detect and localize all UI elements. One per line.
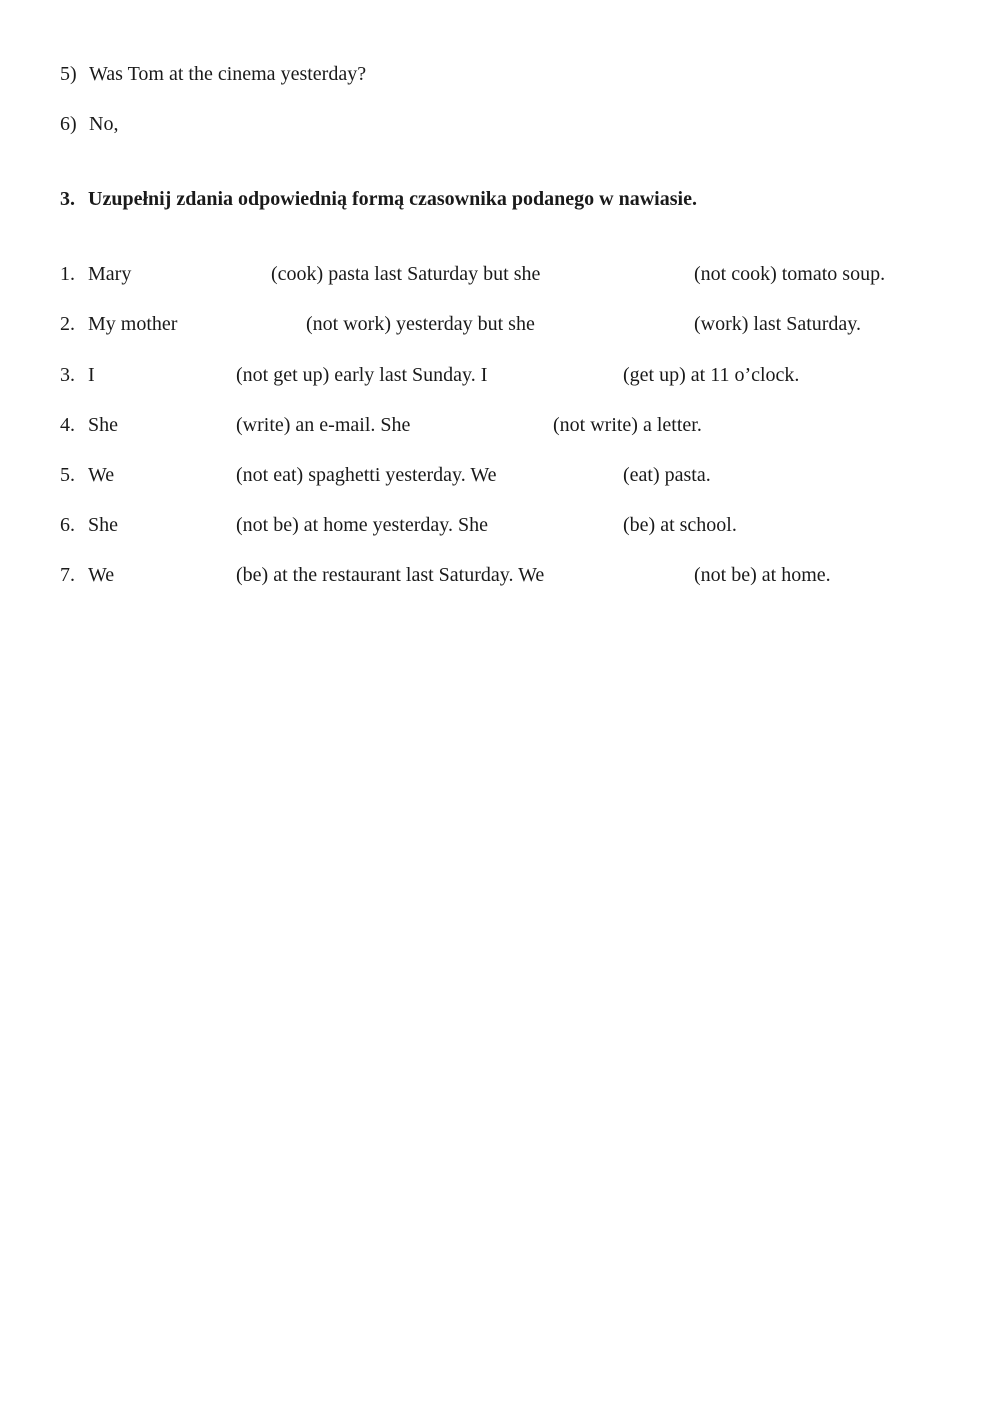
item-end: (be) at school. <box>623 514 737 536</box>
item-number: 6. <box>60 514 75 536</box>
item-subject: She <box>88 414 118 436</box>
question-text: No, <box>89 113 119 135</box>
item-number: 2. <box>60 313 75 335</box>
item-end: (eat) pasta. <box>623 464 711 486</box>
exercise-number: 3. <box>60 188 75 210</box>
item-end: (not cook) tomato soup. <box>694 263 886 285</box>
question-text: Was Tom at the cinema yesterday? <box>89 63 367 85</box>
item-middle: (be) at the restaurant last Saturday. We <box>236 564 545 586</box>
item-subject: We <box>88 564 115 586</box>
question-number: 6) <box>60 113 77 135</box>
item-number: 7. <box>60 564 75 586</box>
item-end: (get up) at 11 o’clock. <box>623 364 800 386</box>
item-subject: She <box>88 514 118 536</box>
item-subject: I <box>88 364 95 386</box>
item-subject: We <box>88 464 115 486</box>
exercise-title: Uzupełnij zdania odpowiednią formą czasownika podanego w nawiasie. <box>88 188 697 210</box>
question-number: 5) <box>60 63 77 85</box>
item-number: 4. <box>60 414 75 436</box>
item-middle: (not get up) early last Sunday. I <box>236 364 488 386</box>
item-end: (not be) at home. <box>694 564 831 586</box>
item-middle: (cook) pasta last Saturday but she <box>271 263 541 285</box>
item-middle: (not eat) spaghetti yesterday. We <box>236 464 497 486</box>
item-end: (not write) a letter. <box>553 414 702 436</box>
item-middle: (not work) yesterday but she <box>306 313 535 335</box>
item-subject: My mother <box>88 313 178 335</box>
item-subject: Mary <box>88 263 132 285</box>
item-end: (work) last Saturday. <box>694 313 861 335</box>
item-number: 5. <box>60 464 75 486</box>
item-middle: (not be) at home yesterday. She <box>236 514 488 536</box>
item-number: 1. <box>60 263 75 285</box>
item-number: 3. <box>60 364 75 386</box>
item-middle: (write) an e-mail. She <box>236 414 411 436</box>
